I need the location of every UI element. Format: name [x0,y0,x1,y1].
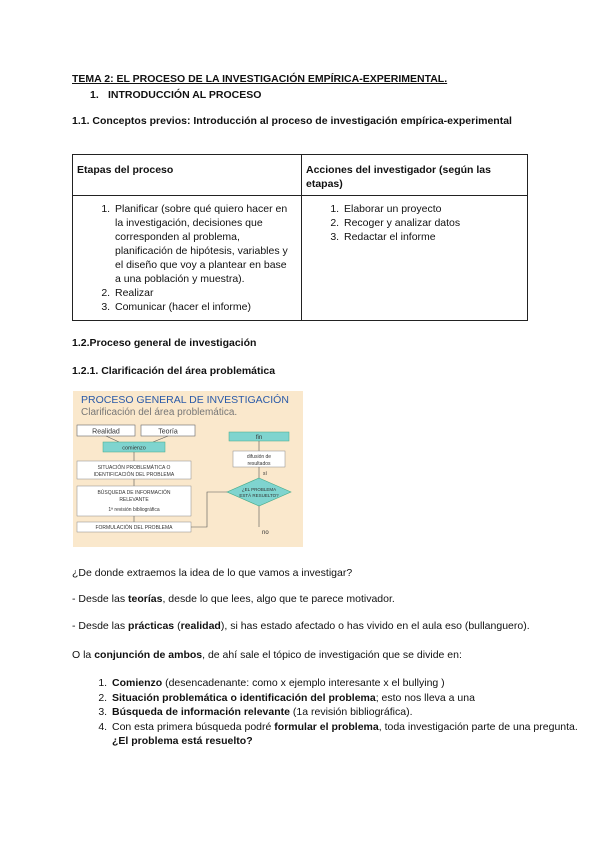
list-item: 1. Planificar (sobre qué quiero hacer en la investigación, decisiones que corresponden al problema, planificación de hipótesis, variables y el diseño que voy a plantear en base a una población y muestra). [113,202,293,286]
list-item: 1. Elaborar un proyecto [342,202,519,216]
arrow-formulation-decision [191,492,227,527]
formulation-label: FORMULACIÓN DEL PROBLEMA [95,525,173,531]
practices-paragraph [72,619,542,633]
start-label: comienzo [122,445,146,452]
intro-number: 1. [90,89,99,101]
conjunction-suffix: , de ahí sale el tópico de investigación que se divide en: [202,649,462,661]
arrow-reality-start [106,436,119,442]
figure-subtitle: Clarificación del área problemática. [81,407,238,418]
list-item: 2. Realizar [113,286,293,300]
table-header-row [73,155,528,196]
arrow-theory-start [153,436,168,442]
flowchart-svg [73,391,303,547]
section-1-2-1-heading: 1.2.1. Clarificación del área problemática [72,365,276,377]
practices-suffix: ), si has estado afectado o has vivido en el aula eso (bullanguero). [220,620,530,632]
list-item: 4. Con esta primera búsqueda podré formular el problema, toda investigación parte de una pregunta. ¿El problema está resuelto? [110,720,580,749]
conjunction-paragraph [72,648,542,662]
decision-label-2: ESTÁ RESUELTO? [239,493,279,498]
list-item: 3. Comunicar (hacer el informe) [113,300,293,314]
section-1-2-heading: 1.2.Proceso general de investigación [72,337,257,349]
list-item: 2. Situación problemática o identificación del problema; esto nos lleva a una [110,691,580,706]
results-label-2: resultados [247,461,271,467]
process-flowchart-figure [73,391,303,547]
situation-label-1: SITUACIÓN PROBLEMÁTICA O [97,465,171,471]
practices-prefix: - Desde las [72,620,129,632]
question-text: ¿De donde extraemos la idea de lo que vamos a investigar? [72,567,353,579]
section-1-1-heading: 1.1. Conceptos previos: Introducción al proceso de investigación empírica-experimental [72,115,512,127]
table-body-row [73,196,528,321]
search-label-2: RELEVANTE [119,497,149,503]
decision-label-1: ¿EL PROBLEMA [241,487,277,492]
theories-paragraph [72,592,542,606]
figure-title: PROCESO GENERAL DE INVESTIGACIÓN [81,394,289,406]
conjunction-bold: conjunción de ambos [94,649,203,661]
list-item: 1. Comienzo (desencadenante: como x ejemplo interesante x el bullying ) [110,676,580,691]
process-table [72,154,528,321]
header-stages: Etapas del proceso [77,164,174,176]
practices-mid: ( [174,620,181,632]
list-item: 2. Recoger y analizar datos [342,216,519,230]
intro-heading [90,89,261,101]
theories-bold: teorías [128,593,163,605]
situation-label-2: IDENTIFICACIÓN DEL PROBLEMA [93,472,175,478]
intro-label: INTRODUCCIÓN AL PROCESO [108,89,262,101]
stages-list [73,196,301,320]
document-title: TEMA 2: EL PROCESO DE LA INVESTIGACIÓN EMPÍRICA-EXPERIMENTAL. [72,73,448,85]
conjunction-prefix: O la [72,649,95,661]
no-label: no [262,530,269,536]
list-item: 3. Redactar el informe [342,230,519,244]
search-label-1: BÚSQUEDA DE INFORMACIÓN [97,490,171,496]
end-label: fin [255,435,263,441]
list-item: 3. Búsqueda de información relevante (1a revisión bibliográfica). [110,705,580,720]
practices-bold2: realidad [180,620,221,632]
search-label-3: 1ª revisión bibliográfica [108,507,160,513]
theory-label: Teoría [158,428,178,436]
reality-label: Realidad [92,428,120,436]
header-actions: Acciones del investigador (según las etapas) [306,164,491,190]
theories-suffix: , desde lo que lees, algo que te parece motivador. [162,593,395,605]
yes-label: sí [263,471,267,477]
theories-prefix: - Desde las [72,593,129,605]
results-label-1: difusión de [246,454,272,460]
actions-list [302,196,527,250]
decision-diamond [227,478,291,506]
practices-bold: prácticas [128,620,175,632]
topic-steps-list [72,676,580,749]
